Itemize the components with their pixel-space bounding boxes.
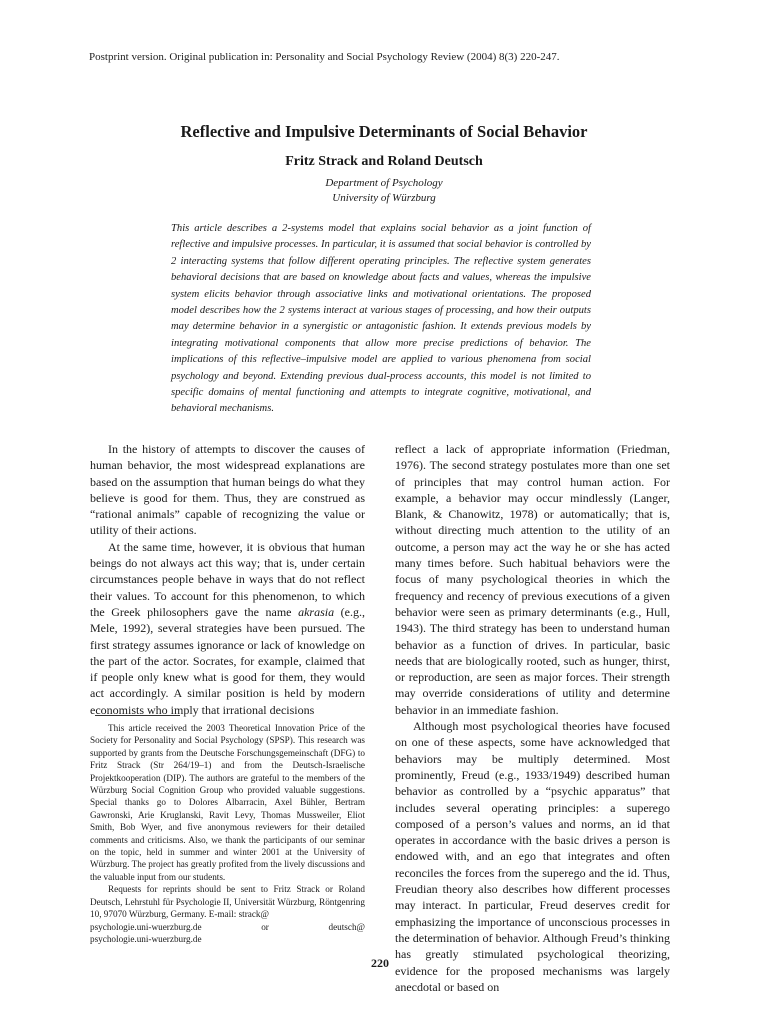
footnote-rule bbox=[95, 715, 180, 716]
article-title: Reflective and Impulsive Determinants of Social Behavior bbox=[180, 122, 588, 141]
postprint-notice: Postprint version. Original publication in: Personality and Social Psychology Review (2004) 8(3) 220-247. bbox=[89, 51, 560, 63]
author-department: Department of Psychology bbox=[325, 177, 443, 189]
body-column-left bbox=[90, 441, 365, 718]
footnote-email-line: psychologie.uni-wuerzburg.de or deutsch@ bbox=[90, 921, 365, 932]
body-paragraph: In the history of attempts to discover the causes of human behavior, the most widespread explanations are based on the assumption that human beings do what they believe is good for them. Thus, they are construed as “rational animals” capable of recognizing the value or utility of their actions. bbox=[90, 442, 365, 538]
article-authors: Fritz Strack and Roland Deutsch bbox=[285, 154, 483, 169]
footnote-acknowledgement: This article received the 2003 Theoretical Innovation Price of the Society for Personality and Social Psychology (SPSP). This research was supported by grants from the Deutsche Forschungsgemeinschaft (DFG) to Fritz Strack (Str 264/19–1) and from the Deutsch-Israelische Projektkooperation (DIP). The authors are grateful to the members of the Würzburg Social Cognition Group who provided valuable suggestions. Special thanks go to Dolores Albarracin, Axel Bühler, Bertram Gawronski, Arie Kruglanski, Ravit Levy, Thomas Mussweiler, Eliot Smith, Bob Wyer, and five anonymous reviewers for their detailed comments and criticisms. Also, we thank the participants of our seminar on the topic, held in summer and winter 2001 at the University of Würzburg. The project has greatly profited from the lively discussions and the valuable input from our students. bbox=[90, 723, 365, 882]
author-university: University of Würzburg bbox=[332, 192, 436, 204]
body-paragraph: Although most psychological theories have focused on one of these aspects, some have acknowledged that behaviors may be multiply determined. Most prominently, Freud (e.g., 1933/1949) described human behavior as controlled by a “psychic apparatus” that includes several operating principles: a superego composed of a person’s values and norms, an id that operates in accordance with the basic drives a person is endowed with, and an ego that integrates and often reconciles the forces from the superego and the id. Thus, Freudian theory also describes how different processes may interact. In particular, Freud deserves credit for emphasizing the importance of unconscious processes in the determination of behavior. Although Freud’s thinking has greatly stimulated psychological theorizing, evidence for the proposed mechanisms was largely anecdotal or based on bbox=[395, 719, 670, 994]
page-number: 220 bbox=[371, 956, 389, 970]
footnote-reprints: Requests for reprints should be sent to Fritz Strack or Roland Deutsch, Lehrstuhl für Psychologie II, Universität Würzburg, Röntgenring 10, 97070 Würzburg, Germany. E-mail: strack@ bbox=[90, 884, 365, 920]
abstract: This article describes a 2-systems model that explains social behavior as a joint function of reflective and impulsive processes. In particular, it is assumed that social behavior is controlled by 2 interacting systems that follow different operating principles. The reflective system generates behavioral decisions that are based on knowledge about facts and values, whereas the impulsive system elicits behavior through associative links and motivational orientations. The proposed model describes how the 2 systems interact at various stages of processing, and how their outputs may determine behavior in a synergistic or antagonistic fashion. It extends previous models by integrating motivational components that allow more precise predictions of behavior. The implications of this reflective–impulsive model are applied to various phenomena from social psychology and beyond. Extending previous dual-process accounts, this model is not limited to specific domains of mental functioning and attempts to integrate cognitive, motivational, and behavioral mechanisms. bbox=[171, 223, 591, 415]
footnote-email-tail: psychologie.uni-wuerzburg.de bbox=[90, 933, 202, 944]
footnote bbox=[90, 722, 365, 945]
body-paragraph: At the same time, however, it is obvious that human beings do not always act this way; that is, under certain circumstances people behave in ways that do not reflect their values. To account for this phenomenon, to which the Greek philosophers gave the name akrasia (e.g., Mele, 1992), several strategies have been pursued. The first strategy assumes ignorance or lack of knowledge on the part of the actor. Socrates, for example, claimed that if people only knew what is good for them, they would act accordingly. A similar position is held by modern economists who imply that irrational decisions bbox=[90, 539, 365, 717]
body-paragraph: reflect a lack of appropriate information (Friedman, 1976). The second strategy postulates more than one set of principles that may control human action. For example, a behavior may occur mindlessly (Langer, Blank, & Chanowitz, 1978) or automatically; that is, without directing much attention to the utility of an outcome, a person may act the way he or she has acted many times before. Such habitual behaviors were the focus of many psychological theories in which the frequency and recency of previous executions of a given behavior were seen as primary determinants (e.g., Hull, 1943). The third strategy has been to understand human behavior as a function of drives. In particular, basic needs that are biologically rooted, such as hunger, thirst, or reproduction, are seen as major forces. Their strength may override considerations of utility and determine behavior in an immediate fashion. bbox=[395, 442, 670, 717]
body-column-right bbox=[395, 441, 670, 995]
